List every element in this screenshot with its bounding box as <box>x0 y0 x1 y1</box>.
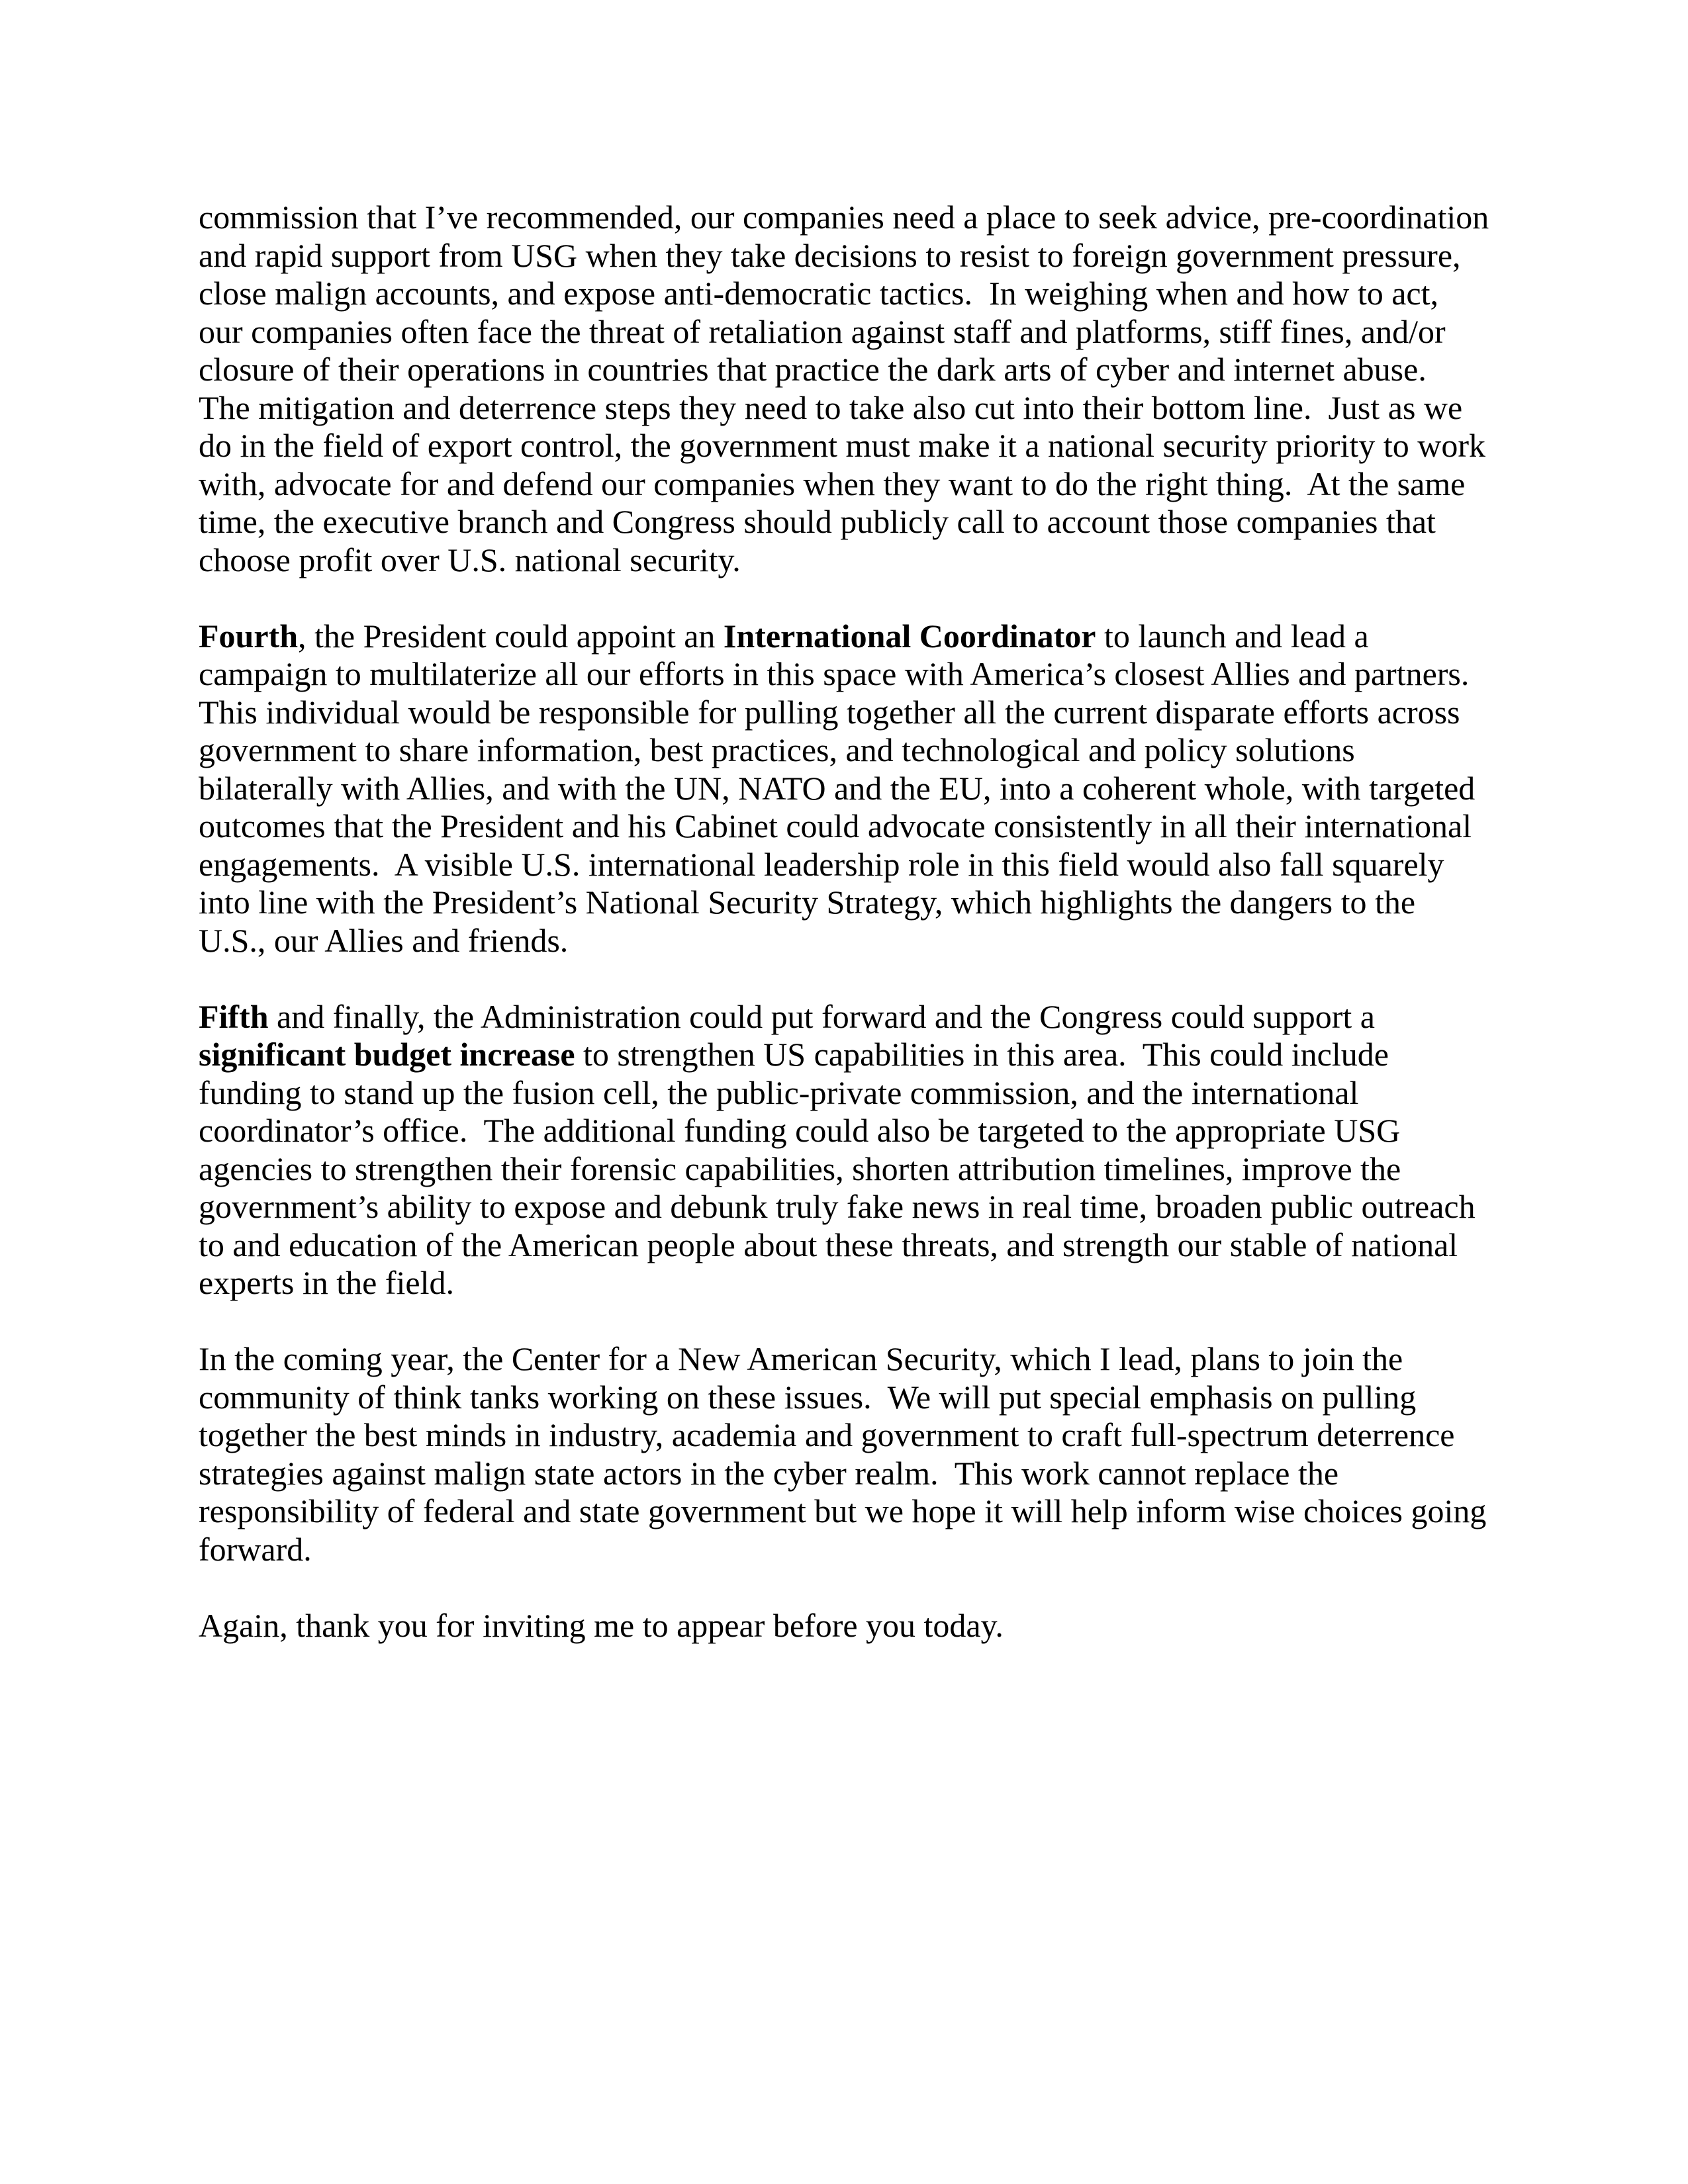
body-text: outcomes that the President and his Cabinet could advocate consistently in all their international <box>199 807 1472 844</box>
bold-emphasis-text: Fourth <box>199 617 298 655</box>
text-line <box>199 846 1523 884</box>
text-line <box>199 655 1523 694</box>
body-text: into line with the President’s National Security Strategy, which highlights the dangers to the <box>199 884 1416 921</box>
text-line <box>199 503 1523 541</box>
text-line <box>199 1492 1523 1531</box>
body-text: funding to stand up the fusion cell, the public-private commission, and the international <box>199 1073 1359 1111</box>
body-text: to launch and lead a <box>1096 617 1369 655</box>
body-text: , the President could appoint an <box>298 617 724 655</box>
text-line <box>199 731 1523 770</box>
text-line <box>199 1112 1523 1150</box>
text-line <box>199 1340 1523 1379</box>
body-text: campaign to multilaterize all our efforts in this space with America’s closest Allies and partners. <box>199 655 1470 692</box>
text-line <box>199 465 1523 504</box>
body-text: time, the executive branch and Congress should publicly call to account those companies that <box>199 503 1436 540</box>
paragraph-p2 <box>199 617 1523 960</box>
body-text: with, advocate for and defend our companies when they want to do the right thing. At the same <box>199 465 1466 502</box>
text-line <box>199 1416 1523 1455</box>
text-line <box>199 313 1523 351</box>
body-text: do in the field of export control, the government must make it a national security priority to work <box>199 427 1485 464</box>
text-line <box>199 998 1523 1036</box>
text-line <box>199 199 1523 237</box>
text-line <box>199 922 1523 960</box>
body-text: choose profit over U.S. national security. <box>199 541 741 578</box>
bold-emphasis-text: Fifth <box>199 997 269 1035</box>
body-text: This individual would be responsible for pulling together all the current disparate efforts across <box>199 693 1460 731</box>
text-line <box>199 1150 1523 1189</box>
body-text: our companies often face the threat of retaliation against staff and platforms, stiff fines, and/or <box>199 312 1446 350</box>
text-line <box>199 617 1523 656</box>
text-line <box>199 1607 1523 1645</box>
paragraph-p1 <box>199 199 1523 579</box>
text-line <box>199 807 1523 846</box>
paragraph-p3 <box>199 998 1523 1302</box>
body-text: closure of their operations in countries that practice the dark arts of cyber and internet abuse. <box>199 351 1427 388</box>
body-text: and finally, the Administration could put forward and the Congress could support a <box>268 997 1375 1035</box>
text-line <box>199 1379 1523 1417</box>
body-text: forward. <box>199 1530 312 1568</box>
body-text: U.S., our Allies and friends. <box>199 921 569 959</box>
text-line <box>199 694 1523 732</box>
bold-emphasis-text: International Coordinator <box>723 617 1096 655</box>
body-text: experts in the field. <box>199 1264 454 1301</box>
body-text: community of think tanks working on these issues. We will put special emphasis on pulling <box>199 1378 1417 1416</box>
text-line <box>199 275 1523 313</box>
body-text: Again, thank you for inviting me to appear before you today. <box>199 1606 1004 1644</box>
body-text: bilaterally with Allies, and with the UN, NATO and the EU, into a coherent whole, with targeted <box>199 769 1476 807</box>
body-text: commission that I’ve recommended, our companies need a place to seek advice, pre-coordination <box>199 199 1489 236</box>
text-line <box>199 427 1523 465</box>
body-text: coordinator’s office. The additional funding could also be targeted to the appropriate USG <box>199 1112 1401 1149</box>
text-line <box>199 389 1523 428</box>
bold-emphasis-text: significant budget increase <box>199 1036 575 1073</box>
body-text: government to share information, best practices, and technological and policy solutions <box>199 731 1355 768</box>
body-text: together the best minds in industry, academia and government to craft full-spectrum deterrence <box>199 1416 1455 1453</box>
body-text: responsibility of federal and state government but we hope it will help inform wise choices going <box>199 1492 1487 1529</box>
text-line <box>199 884 1523 922</box>
text-line <box>199 1036 1523 1074</box>
body-text: to and education of the American people about these threats, and strength our stable of national <box>199 1226 1458 1263</box>
text-line <box>199 770 1523 808</box>
text-line <box>199 1455 1523 1493</box>
body-text: government’s ability to expose and debunk truly fake news in real time, broaden public outreach <box>199 1188 1476 1225</box>
text-line <box>199 351 1523 389</box>
text-line <box>199 1264 1523 1302</box>
body-text: In the coming year, the Center for a New American Security, which I lead, plans to join the <box>199 1340 1403 1377</box>
body-text: engagements. A visible U.S. international leadership role in this field would also fall squarely <box>199 845 1444 883</box>
text-line <box>199 1188 1523 1226</box>
text-line <box>199 237 1523 275</box>
text-line <box>199 1531 1523 1569</box>
body-text: The mitigation and deterrence steps they need to take also cut into their bottom line. Just as we <box>199 388 1463 426</box>
paragraph-p5 <box>199 1607 1523 1645</box>
document-page <box>199 199 1523 1683</box>
paragraph-p4 <box>199 1340 1523 1569</box>
body-text: to strengthen US capabilities in this area. This could include <box>575 1036 1389 1073</box>
text-line <box>199 1074 1523 1113</box>
text-line <box>199 541 1523 580</box>
body-text: close malign accounts, and expose anti-democratic tactics. In weighing when and how to act, <box>199 275 1438 312</box>
body-text: strategies against malign state actors in the cyber realm. This work cannot replace the <box>199 1454 1339 1492</box>
text-line <box>199 1226 1523 1265</box>
body-text: and rapid support from USG when they take decisions to resist to foreign government pressure, <box>199 236 1461 274</box>
body-text: agencies to strengthen their forensic capabilities, shorten attribution timelines, improve the <box>199 1150 1401 1187</box>
